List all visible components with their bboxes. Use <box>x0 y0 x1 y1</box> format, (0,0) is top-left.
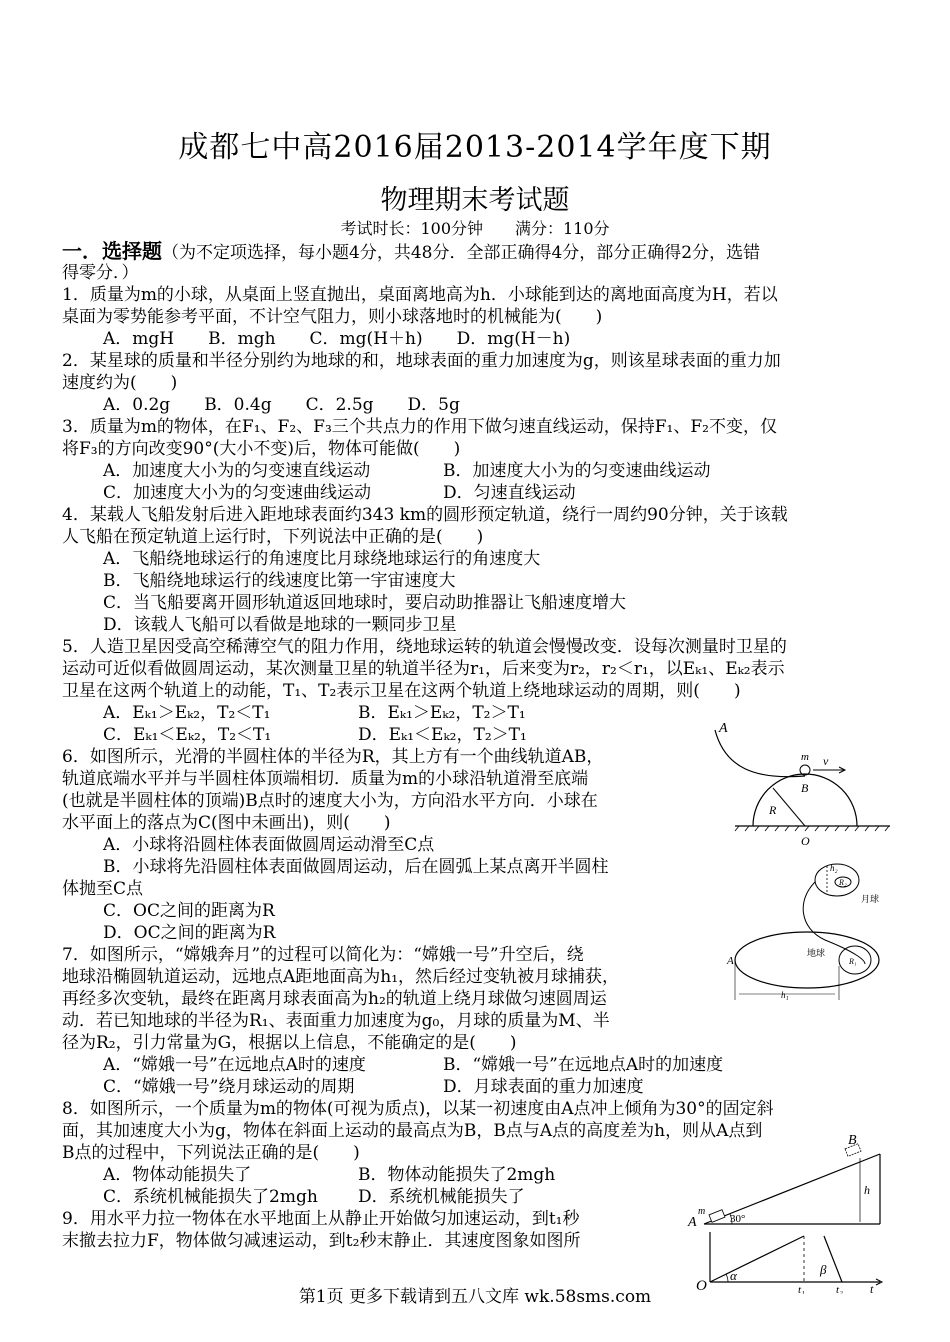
q1-line1: 1．质量为m的小球，从桌面上竖直抛出，桌面离地高为h．小球能到达的离地面高度为H，若以 <box>62 285 778 305</box>
q8-label-a: A <box>688 1215 697 1230</box>
q5-option-a: A．Eₖ₁＞Eₖ₂，T₂＜T₁ <box>103 703 271 723</box>
q3-option-b: B．加速度大小为的匀变速曲线运动 <box>443 461 711 481</box>
q3-options-ab <box>62 460 888 482</box>
q7-line3: 再经多次变轨，最终在距离月球表面高为h₂的轨道上绕月球做匀速圆周运 <box>62 989 607 1009</box>
q9-label-o: O <box>696 1278 707 1294</box>
section-heading: 一．选择题 <box>62 239 162 263</box>
q6-option-a: A．小球将沿圆柱体表面做圆周运动滑至C点 <box>103 835 435 855</box>
q8-label-b: B <box>848 1133 857 1148</box>
exam-title: 成都七中高2016届2013-2014学年度下期 <box>178 130 772 165</box>
q6-line4: 水平面上的落点为C(图中未画出)，则( ) <box>62 813 391 833</box>
q8-figure <box>684 1132 889 1232</box>
q3-line1: 3．质量为m的物体，在F₁、F₂、F₃三个共点力的作用下做匀速直线运动，保持F₁、F₂不变，仅 <box>62 417 777 437</box>
q6-line2: 轨道底端水平并与半圆柱体顶端相切．质量为m的小球沿轨道滑至底端 <box>62 769 589 789</box>
q5-option-c: C．Eₖ₁＜Eₖ₂，T₂＜T₁ <box>103 725 272 745</box>
q9-accel-segment <box>710 1236 804 1282</box>
q8-block-bottom <box>709 1210 725 1223</box>
q7-label-r2: R₂ <box>839 878 847 887</box>
exam-meta: 考试时长：100分钟 满分：110分 <box>340 219 610 238</box>
q6-option-b1: B．小球将先沿圆柱体表面做圆周运动，后在圆弧上某点离开半圆柱 <box>103 857 609 877</box>
q7-label-earth: 地球 <box>807 948 826 958</box>
q2-options: A．0.2g B．0.4g C．2.5g D．5g <box>103 395 460 415</box>
q6-ground-hatch <box>735 826 889 831</box>
q7-figure <box>725 860 895 1002</box>
q8-label-h: h <box>864 1183 870 1197</box>
page-footer: 第1页 更多下载请到五八文库 wk.58sms.com <box>298 1287 652 1307</box>
section-heading-line <box>62 240 888 262</box>
q4-option-c: C．当飞船要离开圆形轨道返回地球时，要启动助推器让飞船速度增大 <box>103 593 627 613</box>
q5-line1: 5．人造卫星因受高空稀薄空气的阻力作用，绕地球运转的轨道会慢慢改变．设每次测量时卫星的 <box>62 637 787 657</box>
q7-line1: 7．如图所示，“嫦娥奔月”的过程可以简化为：“嫦娥一号”升空后，绕 <box>62 945 584 965</box>
section-note-cont: 得零分．） <box>62 263 139 283</box>
q7-line2: 地球沿椭圆轨道运动，远地点A距地面高为h₁，然后经过变轨被月球捕获， <box>62 967 620 987</box>
q7-option-c: C．“嫦娥一号”绕月球运动的周期 <box>103 1077 355 1097</box>
q8-label-angle: 30° <box>730 1213 746 1225</box>
q3-line2: 将F₃的方向改变90°(大小不变)后，物体可能做( ) <box>62 439 461 459</box>
q6-label-v: v <box>823 754 829 768</box>
q7-label-h1: h₁ <box>781 990 789 1000</box>
q7-earth-orbit <box>735 932 879 988</box>
q5-line2: 运动可近似看做圆周运动，某次测量卫星的轨道半径为r₁，后来变为r₂，r₂＜r₁，以Eₖ₁、Eₖ₂表示 <box>62 659 785 679</box>
q3-option-d: D．匀速直线运动 <box>443 483 576 503</box>
q8-option-a: A．物体动能损失了 <box>103 1165 252 1185</box>
q9-line1: 9．用水平力拉一物体在水平地面上从静止开始做匀加速运动，到t₁秒 <box>62 1209 580 1229</box>
q9-alpha-arc <box>726 1274 728 1282</box>
q9-label-t2: t₂ <box>836 1284 843 1294</box>
q6-figure <box>705 718 905 850</box>
q1-options: A．mgH B．mgh C．mg(H＋h) D．mg(H－h) <box>103 329 571 349</box>
q5-option-d: D．Eₖ₁＜Eₖ₂，T₂＞T₁ <box>358 725 527 745</box>
q9-label-t1: t₁ <box>798 1284 805 1294</box>
q7-label-r1: R₁ <box>849 957 857 966</box>
q8-line3: B点的过程中，下列说法正确的是( ) <box>62 1143 360 1163</box>
q4-option-d: D．该载人飞船可以看做是地球的一颗同步卫星 <box>103 615 457 635</box>
q6-label-r: R <box>769 803 777 817</box>
q3-option-c: C．加速度大小为的匀变速曲线运动 <box>103 483 372 503</box>
q6-label-b: B <box>801 781 809 795</box>
q8-option-c: C．系统机械能损失了2mgh <box>103 1187 318 1207</box>
q6-label-a: A <box>719 721 728 736</box>
q7-option-a: A．“嫦娥一号”在远地点A时的速度 <box>103 1055 366 1075</box>
q3-option-a: A．加速度大小为的匀变速直线运动 <box>103 461 371 481</box>
q6-line3: (也就是半圆柱体的顶端)B点时的速度大小为，方向沿水平方向．小球在 <box>62 791 598 811</box>
q2-line2: 速度约为( ) <box>62 373 178 393</box>
exam-subtitle: 物理期末考试题 <box>380 185 570 216</box>
q5-line3: 卫星在这两个轨道上的动能，T₁、T₂表示卫星在这两个轨道上绕地球运动的周期，则( ) <box>62 681 741 701</box>
q6-option-b2: 体抛至C点 <box>62 879 144 899</box>
q7-label-moon: 月球 <box>861 894 880 904</box>
q9-label-alpha: α <box>730 1268 737 1283</box>
q7-line4: 动．若已知地球的半径为R₁、表面重力加速度为g₀，月球的质量为M、半 <box>62 1011 610 1031</box>
q6-label-m: m <box>801 751 809 763</box>
q6-option-d: D．OC之间的距离为R <box>103 923 276 943</box>
q7-option-d: D．月球表面的重力加速度 <box>443 1077 644 1097</box>
q7-label-a: A <box>727 955 734 967</box>
q9-label-beta: β <box>820 1262 827 1277</box>
q6-curved-track <box>715 730 805 777</box>
q2-line1: 2．某星球的质量和半径分别约为地球的和，地球表面的重力加速度为g，则该星球表面的重力加 <box>62 351 781 371</box>
q4-line2: 人飞船在预定轨道上运行时，下列说法中正确的是( ) <box>62 527 484 547</box>
q6-line1: 6．如图所示，光滑的半圆柱体的半径为R，其上方有一个曲线轨道AB， <box>62 747 604 767</box>
q6-option-c: C．OC之间的距离为R <box>103 901 275 921</box>
q8-option-b: B．物体动能损失了2mgh <box>358 1165 556 1185</box>
q9-decel-segment <box>824 1236 842 1282</box>
q6-label-o: O <box>801 834 810 848</box>
q8-option-d: D．系统机械能损失了 <box>358 1187 525 1207</box>
q3-options-cd <box>62 482 888 504</box>
q9-line2: 末撤去拉力F，物体做匀减速运动，到t₂秒末静止．其速度图象如图所 <box>62 1231 581 1251</box>
q7-label-h2: h₂ <box>830 863 838 873</box>
q1-line2: 桌面为零势能参考平面，不计空气阻力，则小球落地时的机械能为( ) <box>62 307 603 327</box>
section-note: （为不定项选择，每小题4分，共48分．全部正确得4分，部分正确得2分，选错 <box>162 243 761 263</box>
q4-option-a: A．飞船绕地球运行的角速度比月球绕地球运行的角速度大 <box>103 549 541 569</box>
q4-line1: 4．某载人飞船发射后进入距地球表面约343 km的圆形预定轨道，绕行一周约90分钟，关于该载 <box>62 505 788 525</box>
q4-option-b: B．飞船绕地球运行的线速度比第一宇宙速度大 <box>103 571 456 591</box>
q9-label-t: t <box>870 1282 874 1294</box>
q5-option-b: B．Eₖ₁＞Eₖ₂，T₂＞T₁ <box>358 703 526 723</box>
q7-option-b: B．“嫦娥一号”在远地点A时的加速度 <box>443 1055 724 1075</box>
q8-line1: 8．如图所示，一个质量为m的物体(可视为质点)，以某一初速度由A点冲上倾角为30°的固定斜 <box>62 1099 774 1119</box>
q8-label-m: m <box>698 1206 706 1217</box>
q8-line2: 面，其加速度大小为g，物体在斜面上运动的最高点为B，B点与A点的高度差为h，则从A点到 <box>62 1121 763 1141</box>
q7-options-cd <box>62 1076 888 1098</box>
q7-options-ab <box>62 1054 888 1076</box>
q7-line5: 径为R₂，引力常量为G，根据以上信息，不能确定的是( ) <box>62 1033 517 1053</box>
